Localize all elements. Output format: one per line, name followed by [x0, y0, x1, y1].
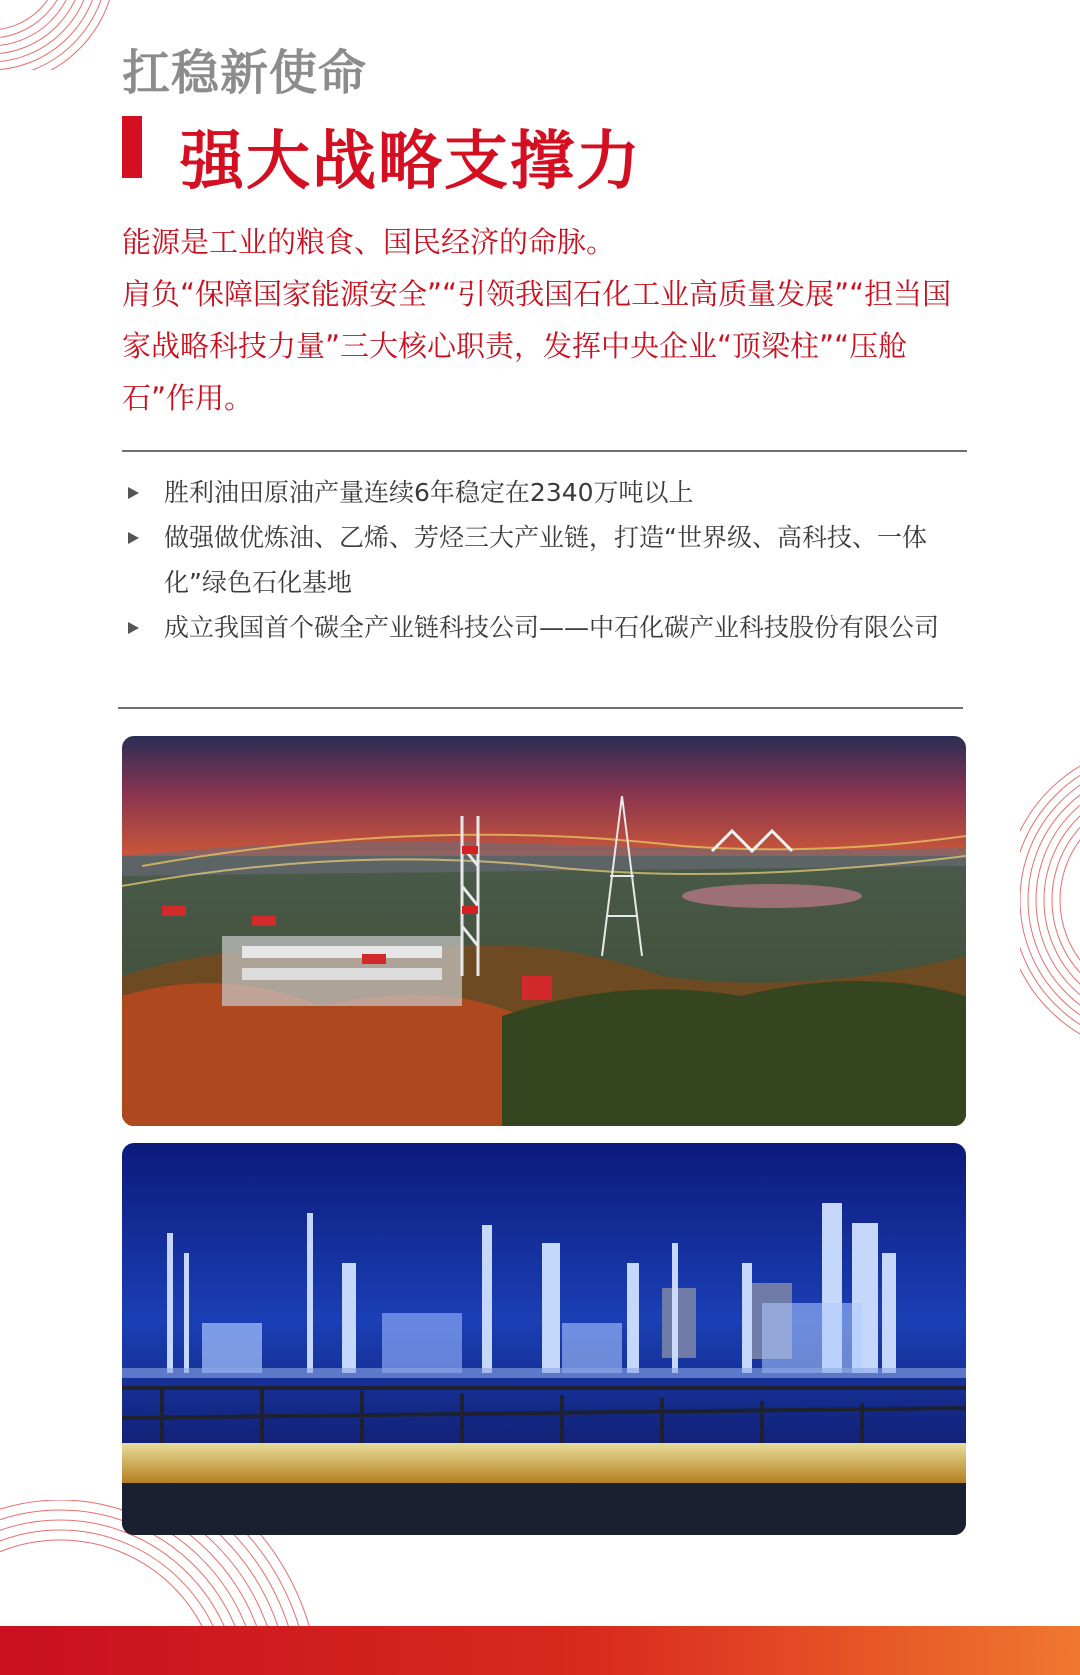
- list-item-text: 胜利油田原油产量连续6年稳定在2340万吨以上: [164, 478, 694, 507]
- section-kicker: 扛稳新使命: [122, 45, 368, 101]
- oilfield-dusk-photo: [122, 736, 966, 1126]
- intro-line-1: 能源是工业的粮食、国民经济的命脉。: [122, 225, 616, 259]
- list-item-text: 做强做优炼油、乙烯、芳烃三大产业链，打造“世界级、高科技、一体化”绿色石化基地: [164, 523, 927, 597]
- highlights-list: [122, 470, 977, 650]
- refinery-night-photo: [122, 1143, 966, 1535]
- triangle-bullet-icon: [128, 532, 139, 544]
- page-title: 强大战略支撑力: [180, 125, 642, 199]
- divider-bottom: [118, 707, 963, 709]
- intro-paragraph: [122, 216, 974, 424]
- list-item-text: 成立我国首个碳全产业链科技公司——中石化碳产业科技股份有限公司: [164, 613, 940, 642]
- title-accent-bar: [122, 116, 142, 178]
- list-item: [122, 470, 977, 515]
- side-arcs-decoration: [1020, 690, 1080, 1110]
- triangle-bullet-icon: [128, 487, 139, 499]
- footer-band: [0, 1626, 1080, 1675]
- divider-top: [122, 450, 967, 452]
- corner-arcs-decoration: [0, 0, 120, 70]
- list-item: [122, 605, 977, 650]
- list-item: [122, 515, 977, 605]
- triangle-bullet-icon: [128, 622, 139, 634]
- intro-line-2: 肩负“保障国家能源安全”“引领我国石化工业高质量发展”“担当国家战略科技力量”三大核心职责，发挥中央企业“顶梁柱”“压舱石”作用。: [122, 277, 952, 415]
